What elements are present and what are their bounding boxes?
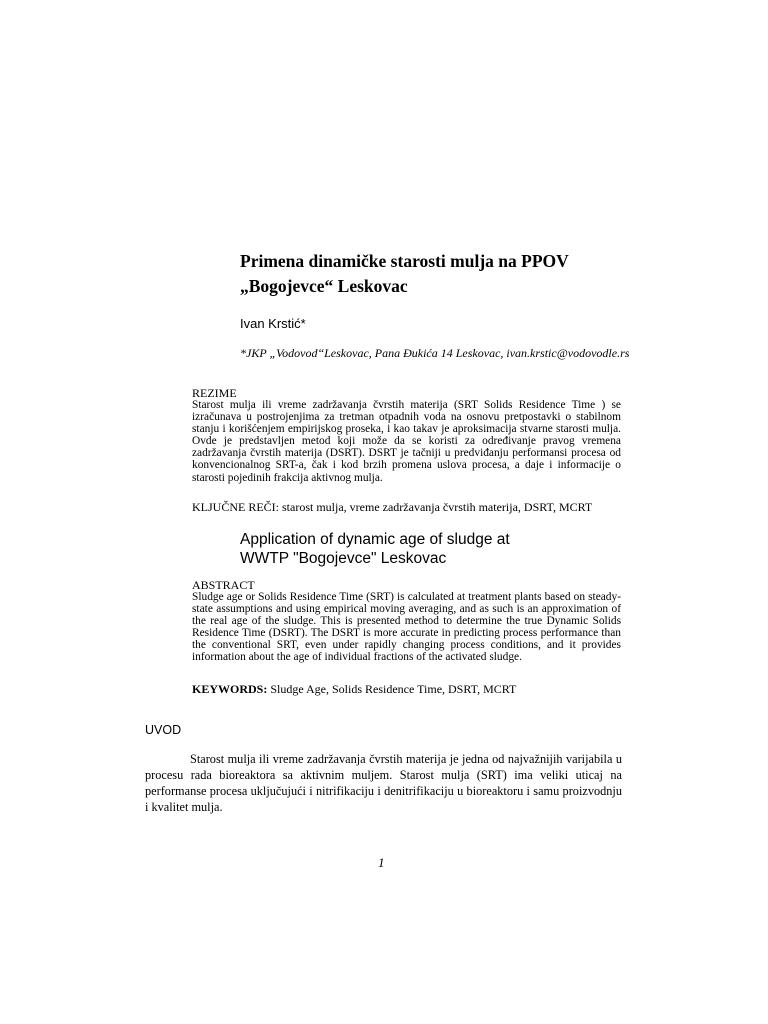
- paper-title-line-1: Primena dinamičke starosti mulja na PPOV: [240, 251, 569, 271]
- abstract-keywords: [192, 682, 622, 697]
- rezime-text: Starost mulja ili vreme zadržavanja čvrstih materija (SRT Solids Residence Time ) se izračunava u postrojenjima za tretman otpadnih voda na osnovu pretpostavki o stabilnom stanju i korišćenjem empirijskog proseka, i kao takav je aproksimacija stvarne starosti mulja. Ovde je predstavljen metod koji može da se koristi za određivanje pravog vremena zadržavanja čvrstih materija (DSRT). DSRT je tačniji u predviđanju performansi procesa od konvencionalnog SRT-a, čak i kod brzih promena uslova procesa, a daje i informacije o starosti pojedinih frakcija aktivnog mulja.: [192, 399, 621, 484]
- paper-title-line-2: „Bogojevce“ Leskovac: [240, 276, 408, 296]
- english-title-line-1: Application of dynamic age of sludge at: [240, 531, 510, 548]
- section-heading-uvod: UVOD: [145, 723, 182, 737]
- rezime-keywords: KLJUČNE REČI: starost mulja, vreme zadržavanja čvrstih materija, DSRT, MCRT: [192, 500, 593, 514]
- keywords-list: Sludge Age, Solids Residence Time, DSRT, MCRT: [267, 682, 517, 696]
- abstract-heading: ABSTRACT: [192, 578, 255, 592]
- author-name: Ivan Krstić*: [240, 316, 306, 331]
- english-title: [240, 530, 560, 568]
- page-number: 1: [378, 855, 385, 870]
- english-title-line-2: WWTP "Bogojevce" Leskovac: [240, 550, 447, 567]
- abstract-text: Sludge age or Solids Residence Time (SRT) is calculated at treatment plants based on steady-state assumptions and using empirical moving averaging, and as such is an approximation of the real age of the sludge. This is presented method to determine the true Dynamic Solids Residence Time (DSRT). The DSRT is more accurate in predicting process performance than the conventional SRT, even under rapidly changing process conditions, and it provides information about the age of individual fractions of the activated sludge.: [192, 591, 621, 664]
- uvod-paragraph: Starost mulja ili vreme zadržavanja čvrstih materija je jedna od najvažnijih varijabila u procesu rada bioreaktora sa aktivnim muljem. Starost mulja (SRT) ima veliki uticaj na performanse procesa uključujući i nitrifikaciju i denitrifikaciju u bioreaktoru i samu proizvodnju i kvalitet mulja.: [145, 752, 622, 814]
- rezime-heading: REZIME: [192, 386, 237, 400]
- paper-title: [240, 249, 620, 299]
- author-affiliation: *JKP „Vodovod“Leskovac, Pana Đukića 14 Leskovac, ivan.krstic@vodovodle.rs: [240, 346, 630, 360]
- keywords-label: KEYWORDS:: [192, 682, 268, 696]
